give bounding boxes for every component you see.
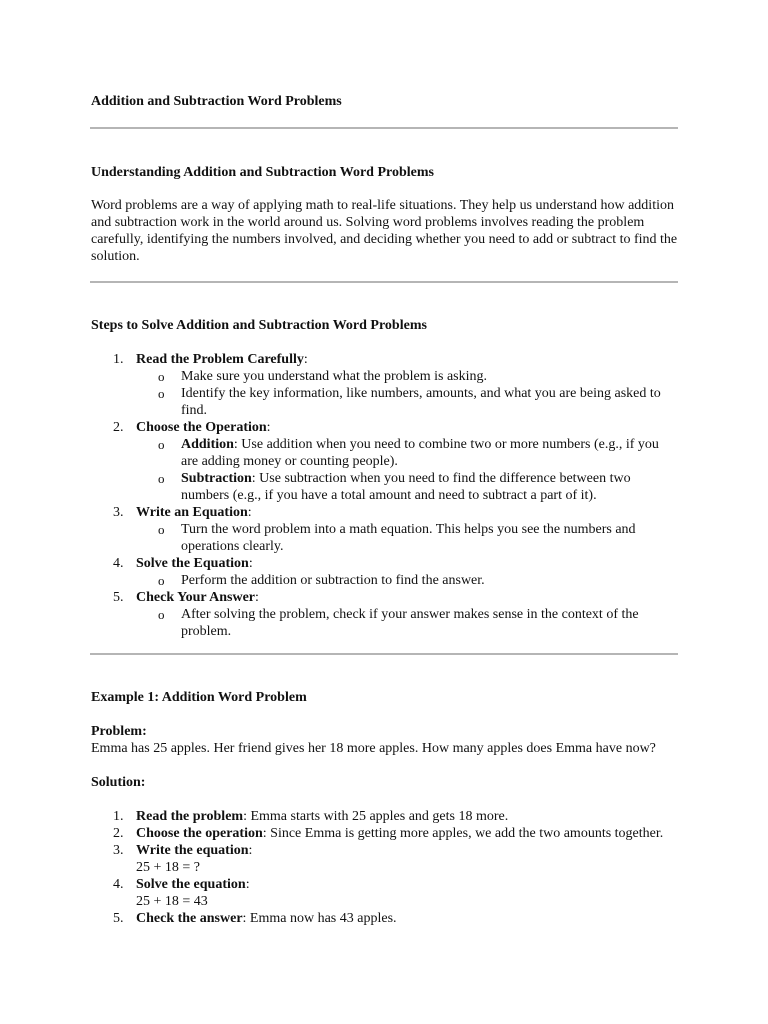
section-heading-steps: Steps to Solve Addition and Subtraction Word Problems <box>91 318 427 333</box>
sub-item-text: Identify the key information, like numbers, amounts, and what you are being asked to find. <box>181 386 661 418</box>
step-item <box>91 419 678 504</box>
section-heading-example-1: Example 1: Addition Word Problem <box>91 690 307 705</box>
step-sub-list <box>136 521 678 555</box>
solution-step <box>91 808 678 825</box>
solution-label: Solution: <box>91 775 146 790</box>
step-item <box>91 351 678 419</box>
step-colon: : <box>303 352 308 367</box>
step-number: 3. <box>113 505 124 520</box>
solution-step <box>91 876 678 910</box>
solution-step-number: 5. <box>113 911 124 926</box>
step-colon: : <box>247 505 252 520</box>
step-title: Solve the Equation <box>136 556 249 571</box>
step-sub-item <box>136 385 678 419</box>
bullet-icon: o <box>158 573 165 588</box>
solution-step-text: : Since Emma is getting more apples, we add the two amounts together. <box>262 826 664 841</box>
bullet-icon: o <box>158 471 165 486</box>
sub-item-text: Make sure you understand what the problem is asking. <box>181 369 487 384</box>
section-heading-understanding: Understanding Addition and Subtraction Word Problems <box>91 165 434 180</box>
step-number: 5. <box>113 590 124 605</box>
equation: 25 + 18 = ? <box>136 860 201 875</box>
solution-step <box>91 910 678 927</box>
step-item <box>91 555 678 589</box>
solution-step-title: Check the answer <box>136 911 243 926</box>
step-item <box>91 504 678 555</box>
solution-step-number: 1. <box>113 809 124 824</box>
step-item <box>91 589 678 640</box>
divider <box>90 127 678 129</box>
solution-step-text: : Emma starts with 25 apples and gets 18 more. <box>243 809 509 824</box>
step-title: Read the Problem Carefully <box>136 352 304 367</box>
sub-item-text: : Use addition when you need to combine two or more numbers (e.g., if you are adding money or counting people). <box>181 437 659 469</box>
step-number: 1. <box>113 352 124 367</box>
solution-step-text: : Emma now has 43 apples. <box>242 911 397 926</box>
equation: 25 + 18 = 43 <box>136 894 208 909</box>
bullet-icon: o <box>158 437 165 452</box>
solution-step-text: : <box>245 877 250 892</box>
bullet-icon: o <box>158 386 165 401</box>
sub-item-text: Perform the addition or subtraction to find the answer. <box>181 573 485 588</box>
solution-step <box>91 825 678 842</box>
step-sub-item <box>136 436 678 470</box>
step-sub-item <box>136 572 678 589</box>
step-sub-item <box>136 521 678 555</box>
document-title: Addition and Subtraction Word Problems <box>91 94 342 109</box>
solution-step-text: : <box>248 843 253 858</box>
problem-text: Emma has 25 apples. Her friend gives her 18 more apples. How many apples does Emma have now? <box>91 741 656 756</box>
sub-item-text: Turn the word problem into a math equation. This helps you see the numbers and operations clearly. <box>181 522 636 554</box>
sub-item-text: : Use subtraction when you need to find the difference between two numbers (e.g., if you have a total amount and need to subtract a part of it). <box>181 471 631 503</box>
step-colon: : <box>266 420 271 435</box>
solution-step-title: Solve the equation <box>136 877 246 892</box>
step-number: 4. <box>113 556 124 571</box>
step-sub-list <box>136 368 678 419</box>
bullet-icon: o <box>158 607 165 622</box>
sub-item-term: Addition <box>181 437 234 452</box>
solution-step-title: Read the problem <box>136 809 244 824</box>
step-sub-item <box>136 606 678 640</box>
step-colon: : <box>255 590 259 605</box>
solution-steps-list <box>91 808 678 927</box>
solution-step-number: 4. <box>113 877 124 892</box>
steps-list <box>91 351 678 640</box>
solution-step-title: Write the equation <box>136 843 249 858</box>
step-sub-item <box>136 470 678 504</box>
solution-step-number: 3. <box>113 843 124 858</box>
solution-step-title: Choose the operation <box>136 826 263 841</box>
sub-item-term: Subtraction <box>181 471 252 486</box>
step-title: Check Your Answer <box>136 590 256 605</box>
solution-step <box>91 842 678 876</box>
step-sub-item <box>136 368 678 385</box>
step-number: 2. <box>113 420 124 435</box>
step-colon: : <box>248 556 253 571</box>
step-sub-list <box>136 436 678 504</box>
step-sub-list <box>136 572 678 589</box>
bullet-icon: o <box>158 369 165 384</box>
divider <box>90 281 678 283</box>
sub-item-text: After solving the problem, check if your answer makes sense in the context of the problem. <box>181 607 639 639</box>
intro-paragraph: Word problems are a way of applying math to real-life situations. They help us understand how addition and subtraction work in the world around us. Solving word problems involves reading the problem carefully, identifying the numbers involved, and deciding whether you need to add or subtract to find the solution. <box>91 198 678 264</box>
problem-label: Problem: <box>91 724 147 739</box>
step-sub-list <box>136 606 678 640</box>
solution-step-number: 2. <box>113 826 124 841</box>
divider <box>90 653 678 655</box>
step-title: Write an Equation <box>136 505 248 520</box>
bullet-icon: o <box>158 522 165 537</box>
step-title: Choose the Operation <box>136 420 267 435</box>
